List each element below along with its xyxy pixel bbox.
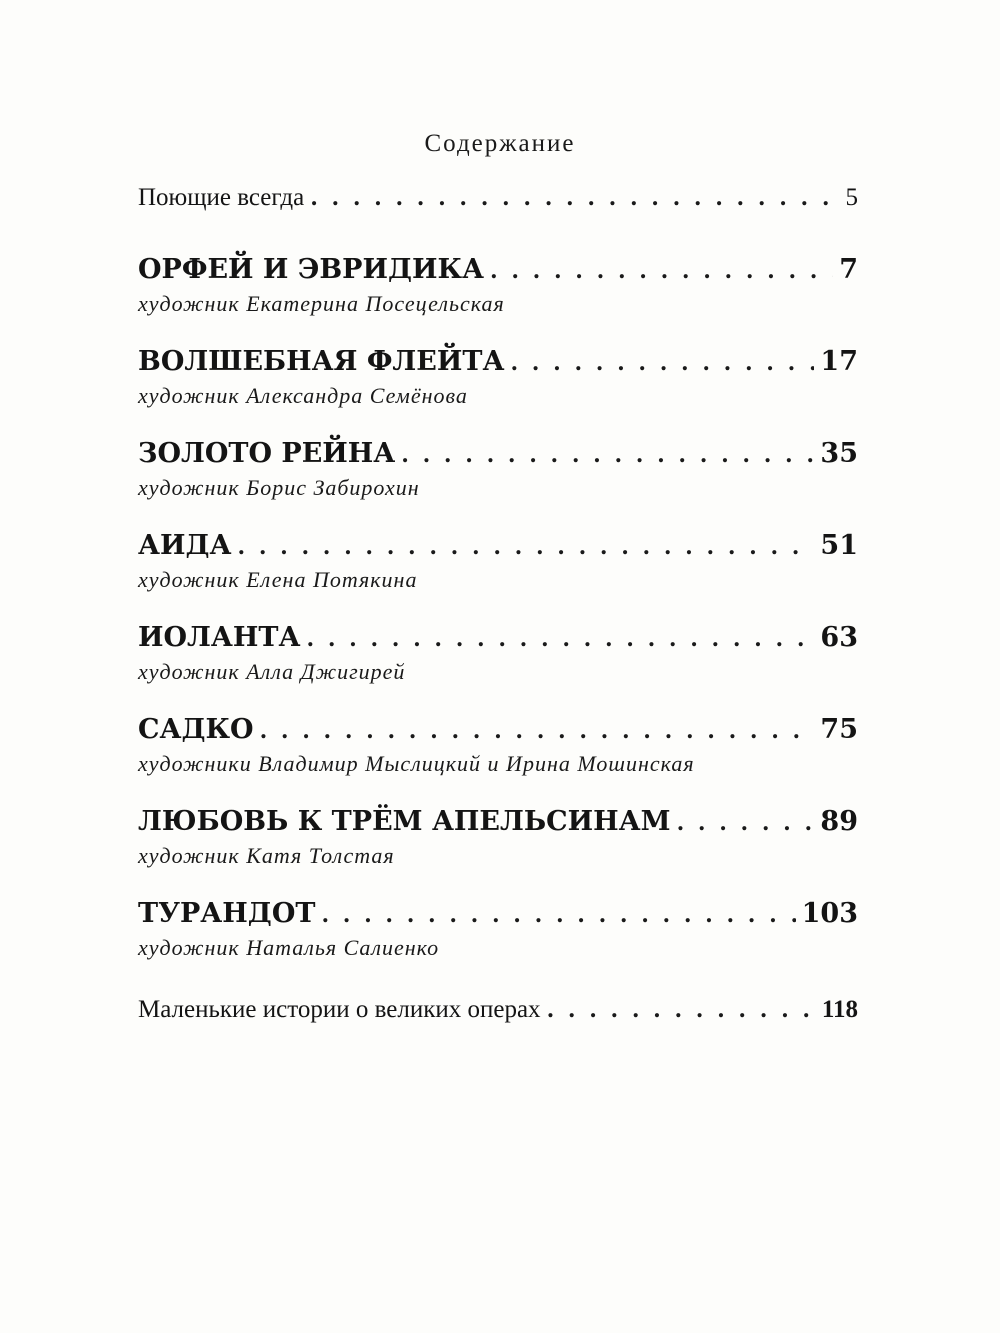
entry-author: художник Наталья Салиенко — [138, 935, 440, 960]
entry-page-number: 89 — [820, 806, 858, 837]
dot-leader — [260, 718, 815, 744]
dot-leader — [677, 810, 815, 836]
entry-title: ТУРАНДОТ — [138, 898, 316, 929]
toc-entry[interactable] — [138, 898, 858, 961]
entry-page-number: 63 — [820, 622, 858, 653]
dot-leader — [307, 626, 815, 652]
toc-entry[interactable] — [138, 438, 858, 501]
dot-leader — [547, 997, 816, 1023]
toc-entry[interactable] — [138, 806, 858, 869]
entry-page-number: 17 — [820, 346, 858, 377]
toc-entry[interactable] — [138, 254, 858, 317]
toc-entry[interactable] — [138, 346, 858, 409]
entry-author: художники Владимир Мыслицкий и Ирина Мошинская — [138, 751, 695, 776]
entry-author: художник Екатерина Посецельская — [138, 291, 505, 316]
entry-title: ИОЛАНТА — [138, 622, 301, 653]
dot-leader — [510, 350, 814, 376]
entry-title: ЗОЛОТО РЕЙНА — [138, 438, 396, 469]
toc-entry[interactable] — [138, 622, 858, 685]
entry-title: Маленькие истории о великих операх — [138, 996, 541, 1023]
entry-title: АИДА — [138, 530, 232, 561]
entry-author: художник Катя Толстая — [138, 843, 395, 868]
entry-page-number: 103 — [801, 898, 858, 929]
entry-page-number: 118 — [821, 996, 858, 1023]
entry-title: ОРФЕЙ И ЭВРИДИКА — [138, 254, 485, 285]
entry-title: ВОЛШЕБНАЯ ФЛЕЙТА — [138, 346, 505, 377]
toc-heading: Содержание — [424, 130, 576, 157]
entry-page-number: 35 — [820, 438, 858, 469]
dot-leader — [490, 258, 833, 284]
dot-leader — [310, 185, 839, 211]
toc-entry-intro[interactable] — [138, 184, 858, 212]
toc-entry[interactable] — [138, 714, 858, 777]
entry-page-number: 7 — [839, 254, 858, 285]
entry-author: художник Александра Семёнова — [138, 383, 468, 408]
toc-entry-outro[interactable] — [138, 996, 858, 1024]
entry-title: САДКО — [138, 714, 254, 745]
entry-page-number: 5 — [845, 184, 858, 211]
toc-entry[interactable] — [138, 530, 858, 593]
dot-leader — [238, 534, 815, 560]
entry-page-number: 75 — [820, 714, 858, 745]
entry-author: художник Алла Джигирей — [138, 659, 406, 684]
entry-title: Поющие всегда — [138, 184, 305, 211]
entry-author: художник Борис Забирохин — [138, 475, 420, 500]
entry-title: ЛЮБОВЬ К ТРЁМ АПЕЛЬСИНАМ — [138, 806, 671, 837]
dot-leader — [401, 442, 814, 468]
dot-leader — [321, 902, 795, 928]
entry-page-number: 51 — [820, 530, 858, 561]
entry-author: художник Елена Потякина — [138, 567, 418, 592]
